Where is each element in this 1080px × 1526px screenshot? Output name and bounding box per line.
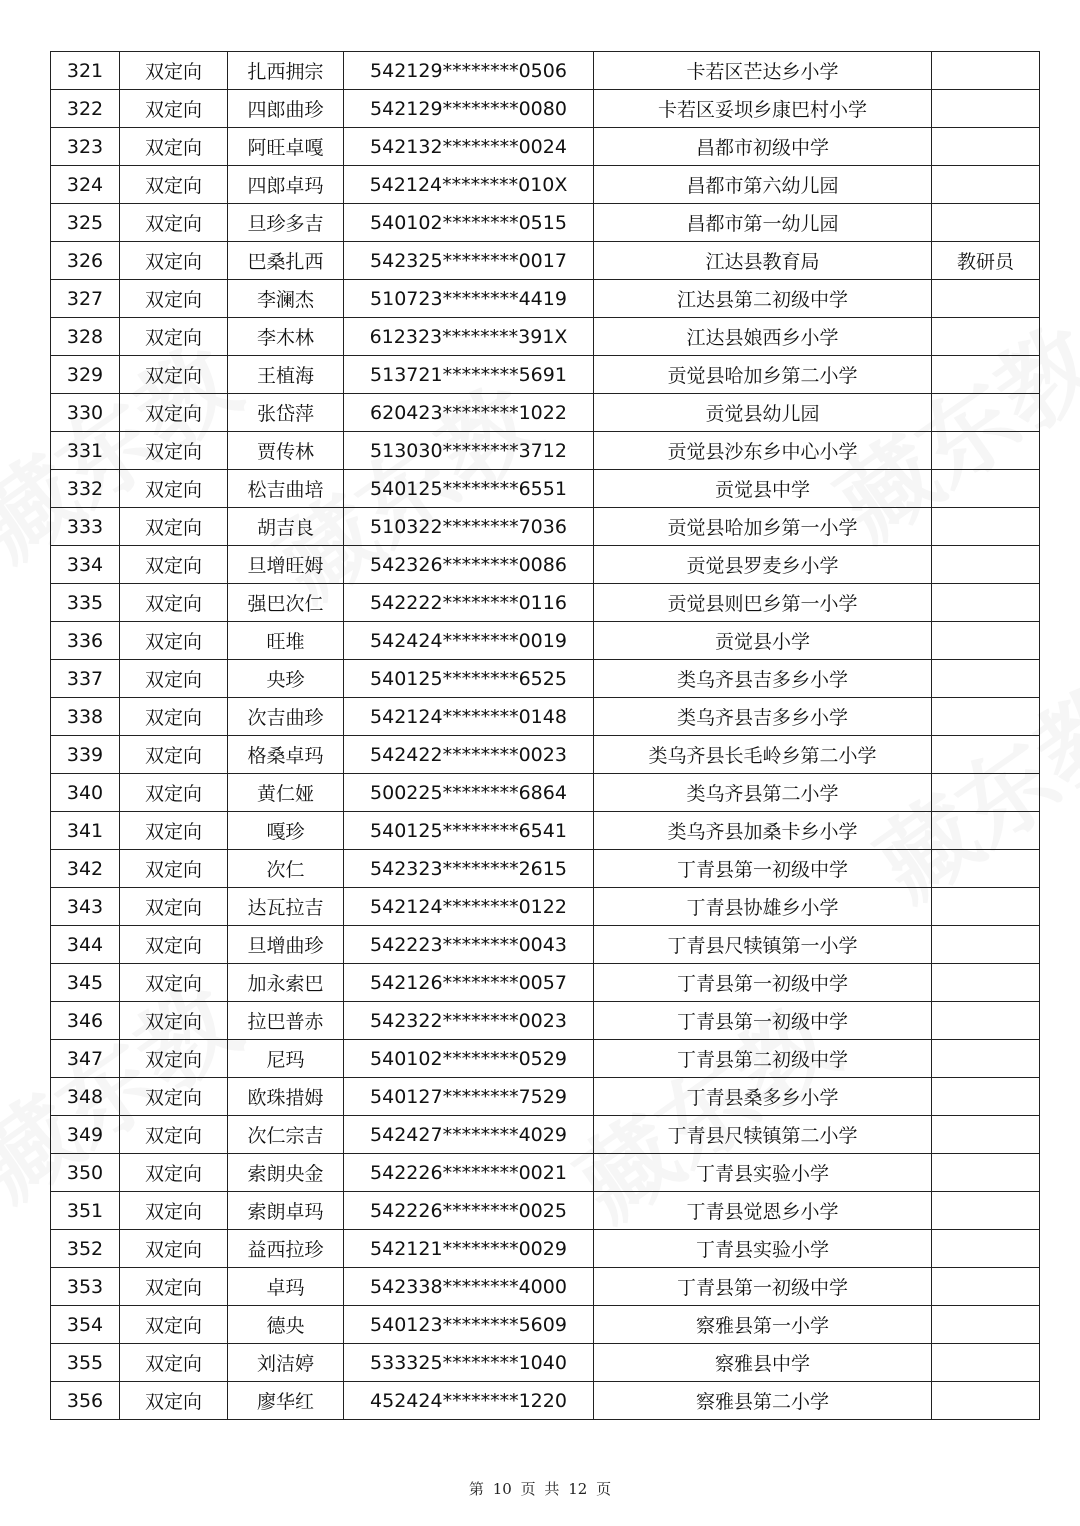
table-row	[51, 850, 1040, 888]
name-cell: 旦珍多吉	[228, 204, 344, 242]
category-cell: 双定向	[120, 1116, 228, 1154]
remark-cell	[932, 736, 1040, 774]
table-row	[51, 1078, 1040, 1116]
id-number-cell: 540125********6525	[344, 660, 594, 698]
table-row	[51, 356, 1040, 394]
work-unit-cell: 江达县娘西乡小学	[594, 318, 932, 356]
id-number-cell: 540127********7529	[344, 1078, 594, 1116]
remark-cell	[932, 584, 1040, 622]
remark-cell	[932, 1002, 1040, 1040]
category-cell: 双定向	[120, 546, 228, 584]
work-unit-cell: 昌都市初级中学	[594, 128, 932, 166]
id-number-cell: 542124********0148	[344, 698, 594, 736]
name-cell: 次仁	[228, 850, 344, 888]
work-unit-cell: 类乌齐县吉多乡小学	[594, 660, 932, 698]
row-number-cell: 324	[51, 166, 120, 204]
id-number-cell: 542326********0086	[344, 546, 594, 584]
row-number-cell: 340	[51, 774, 120, 812]
id-number-cell: 542121********0029	[344, 1230, 594, 1268]
id-number-cell: 542124********010X	[344, 166, 594, 204]
work-unit-cell: 丁青县尺犊镇第一小学	[594, 926, 932, 964]
id-number-cell: 510322********7036	[344, 508, 594, 546]
name-cell: 德央	[228, 1306, 344, 1344]
category-cell: 双定向	[120, 1230, 228, 1268]
id-number-cell: 612323********391X	[344, 318, 594, 356]
row-number-cell: 351	[51, 1192, 120, 1230]
id-number-cell: 540102********0515	[344, 204, 594, 242]
remark-cell	[932, 128, 1040, 166]
remark-cell	[932, 1154, 1040, 1192]
table-row	[51, 52, 1040, 90]
row-number-cell: 336	[51, 622, 120, 660]
category-cell: 双定向	[120, 660, 228, 698]
table-row	[51, 1268, 1040, 1306]
id-number-cell: 542129********0506	[344, 52, 594, 90]
work-unit-cell: 丁青县协雄乡小学	[594, 888, 932, 926]
category-cell: 双定向	[120, 888, 228, 926]
table-row	[51, 318, 1040, 356]
remark-cell	[932, 166, 1040, 204]
id-number-cell: 533325********1040	[344, 1344, 594, 1382]
row-number-cell: 326	[51, 242, 120, 280]
name-cell: 刘洁婷	[228, 1344, 344, 1382]
remark-cell	[932, 546, 1040, 584]
table-row	[51, 888, 1040, 926]
row-number-cell: 327	[51, 280, 120, 318]
name-cell: 嘎珍	[228, 812, 344, 850]
id-number-cell: 542325********0017	[344, 242, 594, 280]
id-number-cell: 542427********4029	[344, 1116, 594, 1154]
category-cell: 双定向	[120, 470, 228, 508]
category-cell: 双定向	[120, 280, 228, 318]
category-cell: 双定向	[120, 1040, 228, 1078]
remark-cell	[932, 660, 1040, 698]
footer-current-page: 10	[492, 1480, 512, 1498]
remark-cell	[932, 888, 1040, 926]
remark-cell	[932, 850, 1040, 888]
category-cell: 双定向	[120, 812, 228, 850]
category-cell: 双定向	[120, 1268, 228, 1306]
remark-cell	[932, 204, 1040, 242]
row-number-cell: 335	[51, 584, 120, 622]
work-unit-cell: 江达县第二初级中学	[594, 280, 932, 318]
category-cell: 双定向	[120, 508, 228, 546]
remark-cell	[932, 812, 1040, 850]
id-number-cell: 542124********0122	[344, 888, 594, 926]
row-number-cell: 338	[51, 698, 120, 736]
name-cell: 索朗卓玛	[228, 1192, 344, 1230]
id-number-cell: 510723********4419	[344, 280, 594, 318]
table-row	[51, 204, 1040, 242]
category-cell: 双定向	[120, 90, 228, 128]
name-cell: 达瓦拉吉	[228, 888, 344, 926]
table-row	[51, 1306, 1040, 1344]
name-cell: 张岱萍	[228, 394, 344, 432]
id-number-cell: 452424********1220	[344, 1382, 594, 1420]
row-number-cell: 325	[51, 204, 120, 242]
work-unit-cell: 贡觉县小学	[594, 622, 932, 660]
row-number-cell: 328	[51, 318, 120, 356]
id-number-cell: 542226********0021	[344, 1154, 594, 1192]
row-number-cell: 344	[51, 926, 120, 964]
name-cell: 四郎卓玛	[228, 166, 344, 204]
remark-cell	[932, 432, 1040, 470]
name-cell: 次吉曲珍	[228, 698, 344, 736]
category-cell: 双定向	[120, 1344, 228, 1382]
row-number-cell: 322	[51, 90, 120, 128]
remark-cell	[932, 1040, 1040, 1078]
row-number-cell: 333	[51, 508, 120, 546]
remark-cell	[932, 1230, 1040, 1268]
category-cell: 双定向	[120, 1078, 228, 1116]
work-unit-cell: 丁青县觉恩乡小学	[594, 1192, 932, 1230]
name-cell: 廖华红	[228, 1382, 344, 1420]
remark-cell	[932, 1344, 1040, 1382]
footer-gong: 共	[544, 1480, 560, 1498]
remark-cell	[932, 470, 1040, 508]
remark-cell	[932, 52, 1040, 90]
row-number-cell: 355	[51, 1344, 120, 1382]
work-unit-cell: 丁青县实验小学	[594, 1154, 932, 1192]
table-row	[51, 546, 1040, 584]
name-cell: 央珍	[228, 660, 344, 698]
name-cell: 李澜杰	[228, 280, 344, 318]
work-unit-cell: 类乌齐县长毛岭乡第二小学	[594, 736, 932, 774]
id-number-cell: 542129********0080	[344, 90, 594, 128]
category-cell: 双定向	[120, 736, 228, 774]
remark-cell	[932, 508, 1040, 546]
remark-cell	[932, 1116, 1040, 1154]
work-unit-cell: 贡觉县沙东乡中心小学	[594, 432, 932, 470]
id-number-cell: 542422********0023	[344, 736, 594, 774]
table-row	[51, 774, 1040, 812]
name-cell: 旦增旺姆	[228, 546, 344, 584]
id-number-cell: 542126********0057	[344, 964, 594, 1002]
table-row	[51, 812, 1040, 850]
table-row	[51, 90, 1040, 128]
footer-di: 第	[468, 1480, 484, 1498]
work-unit-cell: 江达县教育局	[594, 242, 932, 280]
id-number-cell: 620423********1022	[344, 394, 594, 432]
name-cell: 索朗央金	[228, 1154, 344, 1192]
table-row	[51, 128, 1040, 166]
table-row	[51, 1002, 1040, 1040]
category-cell: 双定向	[120, 128, 228, 166]
category-cell: 双定向	[120, 394, 228, 432]
row-number-cell: 331	[51, 432, 120, 470]
name-cell: 旦增曲珍	[228, 926, 344, 964]
category-cell: 双定向	[120, 318, 228, 356]
work-unit-cell: 丁青县桑多乡小学	[594, 1078, 932, 1116]
name-cell: 益西拉珍	[228, 1230, 344, 1268]
remark-cell	[932, 1382, 1040, 1420]
table-row	[51, 1154, 1040, 1192]
row-number-cell: 341	[51, 812, 120, 850]
category-cell: 双定向	[120, 774, 228, 812]
id-number-cell: 540102********0529	[344, 1040, 594, 1078]
table-row	[51, 470, 1040, 508]
row-number-cell: 347	[51, 1040, 120, 1078]
table-row	[51, 1116, 1040, 1154]
work-unit-cell: 贡觉县幼儿园	[594, 394, 932, 432]
remark-cell	[932, 1192, 1040, 1230]
row-number-cell: 345	[51, 964, 120, 1002]
remark-cell	[932, 926, 1040, 964]
table-row	[51, 660, 1040, 698]
work-unit-cell: 贡觉县罗麦乡小学	[594, 546, 932, 584]
row-number-cell: 323	[51, 128, 120, 166]
table-row	[51, 242, 1040, 280]
row-number-cell: 329	[51, 356, 120, 394]
name-cell: 卓玛	[228, 1268, 344, 1306]
remark-cell	[932, 964, 1040, 1002]
row-number-cell: 354	[51, 1306, 120, 1344]
row-number-cell: 352	[51, 1230, 120, 1268]
remark-cell	[932, 622, 1040, 660]
category-cell: 双定向	[120, 926, 228, 964]
category-cell: 双定向	[120, 1192, 228, 1230]
id-number-cell: 542226********0025	[344, 1192, 594, 1230]
category-cell: 双定向	[120, 1154, 228, 1192]
id-number-cell: 513030********3712	[344, 432, 594, 470]
name-cell: 松吉曲培	[228, 470, 344, 508]
category-cell: 双定向	[120, 622, 228, 660]
category-cell: 双定向	[120, 204, 228, 242]
name-cell: 尼玛	[228, 1040, 344, 1078]
row-number-cell: 350	[51, 1154, 120, 1192]
category-cell: 双定向	[120, 850, 228, 888]
category-cell: 双定向	[120, 1002, 228, 1040]
remark-cell	[932, 90, 1040, 128]
id-number-cell: 513721********5691	[344, 356, 594, 394]
category-cell: 双定向	[120, 166, 228, 204]
row-number-cell: 321	[51, 52, 120, 90]
category-cell: 双定向	[120, 1306, 228, 1344]
work-unit-cell: 察雅县第二小学	[594, 1382, 932, 1420]
id-number-cell: 542322********0023	[344, 1002, 594, 1040]
work-unit-cell: 类乌齐县吉多乡小学	[594, 698, 932, 736]
work-unit-cell: 丁青县尺犊镇第二小学	[594, 1116, 932, 1154]
name-cell: 次仁宗吉	[228, 1116, 344, 1154]
row-number-cell: 330	[51, 394, 120, 432]
table-row	[51, 698, 1040, 736]
name-cell: 强巴次仁	[228, 584, 344, 622]
row-number-cell: 334	[51, 546, 120, 584]
id-number-cell: 542223********0043	[344, 926, 594, 964]
footer-total-pages: 12	[568, 1480, 588, 1498]
row-number-cell: 348	[51, 1078, 120, 1116]
table-row	[51, 1382, 1040, 1420]
remark-cell	[932, 394, 1040, 432]
id-number-cell: 540125********6551	[344, 470, 594, 508]
category-cell: 双定向	[120, 356, 228, 394]
row-number-cell: 346	[51, 1002, 120, 1040]
id-number-cell: 542323********2615	[344, 850, 594, 888]
roster-body	[51, 52, 1040, 1420]
footer-ye: 页	[596, 1480, 612, 1498]
table-row	[51, 166, 1040, 204]
category-cell: 双定向	[120, 52, 228, 90]
work-unit-cell: 类乌齐县加桑卡乡小学	[594, 812, 932, 850]
work-unit-cell: 丁青县第一初级中学	[594, 1268, 932, 1306]
id-number-cell: 540123********5609	[344, 1306, 594, 1344]
work-unit-cell: 类乌齐县第二小学	[594, 774, 932, 812]
row-number-cell: 349	[51, 1116, 120, 1154]
id-number-cell: 542222********0116	[344, 584, 594, 622]
work-unit-cell: 卡若区芒达乡小学	[594, 52, 932, 90]
table-row	[51, 964, 1040, 1002]
category-cell: 双定向	[120, 584, 228, 622]
name-cell: 贾传林	[228, 432, 344, 470]
remark-cell	[932, 280, 1040, 318]
table-row	[51, 1344, 1040, 1382]
row-number-cell: 356	[51, 1382, 120, 1420]
name-cell: 加永索巴	[228, 964, 344, 1002]
name-cell: 王植海	[228, 356, 344, 394]
footer-ye: 页	[520, 1480, 536, 1498]
work-unit-cell: 贡觉县哈加乡第一小学	[594, 508, 932, 546]
name-cell: 胡吉良	[228, 508, 344, 546]
work-unit-cell: 贡觉县中学	[594, 470, 932, 508]
name-cell: 拉巴普赤	[228, 1002, 344, 1040]
id-number-cell: 500225********6864	[344, 774, 594, 812]
name-cell: 黄仁娅	[228, 774, 344, 812]
row-number-cell: 353	[51, 1268, 120, 1306]
roster-table	[50, 51, 1040, 1420]
work-unit-cell: 丁青县第一初级中学	[594, 850, 932, 888]
name-cell: 旺堆	[228, 622, 344, 660]
remark-cell: 教研员	[932, 242, 1040, 280]
table-row	[51, 622, 1040, 660]
work-unit-cell: 察雅县第一小学	[594, 1306, 932, 1344]
row-number-cell: 339	[51, 736, 120, 774]
work-unit-cell: 昌都市第一幼儿园	[594, 204, 932, 242]
category-cell: 双定向	[120, 964, 228, 1002]
remark-cell	[932, 774, 1040, 812]
page-footer	[0, 1478, 1080, 1499]
id-number-cell: 542132********0024	[344, 128, 594, 166]
table-row	[51, 432, 1040, 470]
table-row	[51, 926, 1040, 964]
id-number-cell: 542424********0019	[344, 622, 594, 660]
table-row	[51, 736, 1040, 774]
category-cell: 双定向	[120, 242, 228, 280]
work-unit-cell: 丁青县实验小学	[594, 1230, 932, 1268]
table-row	[51, 394, 1040, 432]
row-number-cell: 343	[51, 888, 120, 926]
name-cell: 李木林	[228, 318, 344, 356]
name-cell: 扎西拥宗	[228, 52, 344, 90]
remark-cell	[932, 318, 1040, 356]
remark-cell	[932, 1306, 1040, 1344]
row-number-cell: 337	[51, 660, 120, 698]
work-unit-cell: 卡若区妥坝乡康巴村小学	[594, 90, 932, 128]
remark-cell	[932, 1268, 1040, 1306]
remark-cell	[932, 698, 1040, 736]
id-number-cell: 542338********4000	[344, 1268, 594, 1306]
work-unit-cell: 察雅县中学	[594, 1344, 932, 1382]
table-row	[51, 584, 1040, 622]
name-cell: 阿旺卓嘎	[228, 128, 344, 166]
table-row	[51, 1192, 1040, 1230]
table-row	[51, 280, 1040, 318]
work-unit-cell: 昌都市第六幼儿园	[594, 166, 932, 204]
name-cell: 四郎曲珍	[228, 90, 344, 128]
category-cell: 双定向	[120, 432, 228, 470]
name-cell: 巴桑扎西	[228, 242, 344, 280]
remark-cell	[932, 1078, 1040, 1116]
table-row	[51, 508, 1040, 546]
work-unit-cell: 丁青县第一初级中学	[594, 1002, 932, 1040]
table-row	[51, 1040, 1040, 1078]
row-number-cell: 342	[51, 850, 120, 888]
work-unit-cell: 丁青县第二初级中学	[594, 1040, 932, 1078]
name-cell: 格桑卓玛	[228, 736, 344, 774]
work-unit-cell: 丁青县第一初级中学	[594, 964, 932, 1002]
category-cell: 双定向	[120, 698, 228, 736]
work-unit-cell: 贡觉县则巴乡第一小学	[594, 584, 932, 622]
work-unit-cell: 贡觉县哈加乡第二小学	[594, 356, 932, 394]
id-number-cell: 540125********6541	[344, 812, 594, 850]
name-cell: 欧珠措姆	[228, 1078, 344, 1116]
remark-cell	[932, 356, 1040, 394]
table-row	[51, 1230, 1040, 1268]
category-cell: 双定向	[120, 1382, 228, 1420]
row-number-cell: 332	[51, 470, 120, 508]
